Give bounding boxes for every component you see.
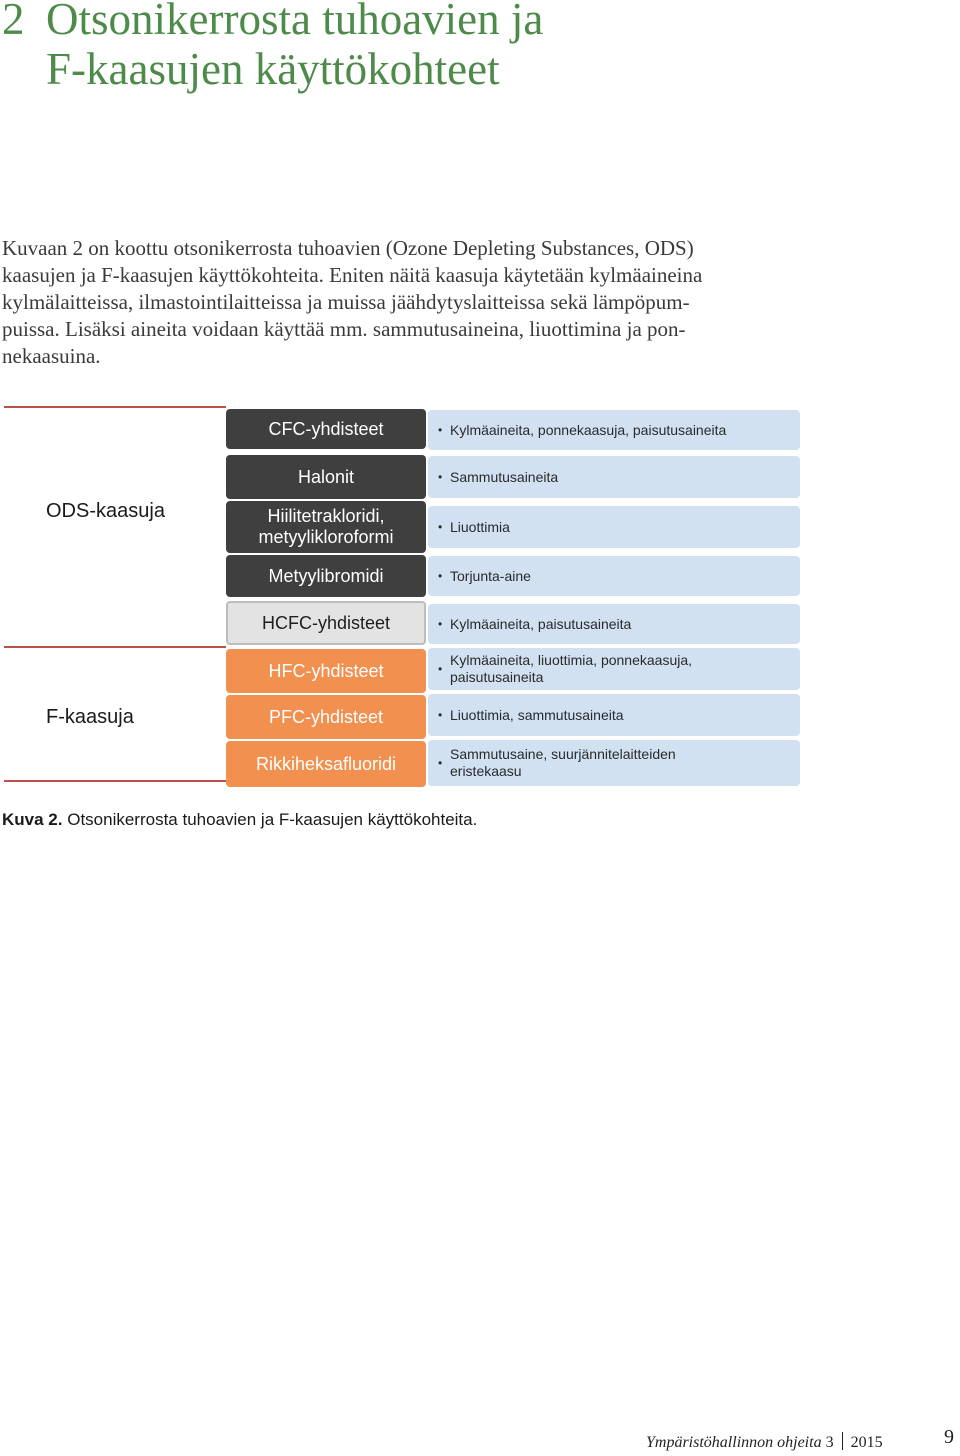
bullet-icon: • (438, 755, 443, 770)
bullet-icon: • (438, 519, 443, 534)
substance-box (226, 409, 426, 449)
f-group-label: F-kaasuja (46, 706, 134, 728)
substance-box (226, 601, 426, 645)
bullet-icon: • (438, 661, 443, 676)
substance-name: PFC-yhdisteet (268, 706, 384, 727)
substance-box (226, 695, 426, 739)
figure-caption-text: Otsonikerrosta tuhoavien ja F-kaasujen käyttökohteita. (67, 810, 478, 829)
bullet-icon: • (438, 469, 443, 484)
substance-box (226, 555, 426, 597)
footer-separator (842, 1432, 843, 1450)
chapter-title-line-1: Otsonikerrosta tuhoavien ja (46, 0, 544, 44)
page-footer (646, 1432, 883, 1452)
usage-box (428, 604, 800, 644)
usage-text: Liuottimia, sammutusaineita (450, 706, 624, 723)
footer-issue: 3 (825, 1434, 834, 1451)
figure-caption-label: Kuva 2. (2, 810, 63, 829)
usage-box (428, 648, 800, 690)
usage-box (428, 410, 800, 450)
substance-name: Hiilitetrakloridi, metyylikloroformi (258, 506, 394, 547)
substance-box (226, 501, 426, 553)
substance-box (226, 741, 426, 787)
substance-name: HFC-yhdisteet (268, 660, 384, 681)
usage-text: Kylmäaineita, ponnekaasuja, paisutusaineita (450, 421, 727, 438)
substance-name: Metyylibromidi (268, 565, 384, 586)
figure-caption (2, 810, 477, 830)
ods-group-top-line (4, 406, 226, 408)
substance-box (226, 649, 426, 693)
usage-text: Kylmäaineita, liuottimia, ponnekaasuja, paisutusaineita (450, 652, 693, 685)
chapter-heading (2, 0, 543, 94)
substance-name: CFC-yhdisteet (268, 418, 384, 439)
f-group-bottom-line (4, 780, 226, 782)
substance-name: Rikkiheksafluoridi (255, 753, 397, 774)
substance-box (226, 455, 426, 499)
chapter-title-line-2: F-kaasujen käyttökohteet (46, 44, 500, 94)
usage-box (428, 456, 800, 498)
usage-box (428, 740, 800, 786)
usage-box (428, 556, 800, 596)
usage-text: Liuottimia (450, 518, 510, 535)
intro-paragraph: Kuvaan 2 on koottu otsonikerrosta tuhoavien (Ozone Depleting Substances, ODS) kaasujen ja F-kaasujen käyttökohteita. Eniten näitä kaasuja käytetään kylmäaineina kylmälaitteissa, ilmastointilaitteissa ja muissa jäähdytyslaitteissa sekä lämpöpum- puissa. Lisäksi aineita voidaan käyttää mm. sammutusaineina, liuottimina ja pon- nekaasuina. (2, 236, 703, 368)
footer-publication: Ympäristöhallinnon ohjeita (646, 1434, 822, 1451)
bullet-icon: • (438, 616, 443, 631)
usage-box (428, 506, 800, 548)
usage-text: Sammutusaine, suurjännitelaitteiden eristekaasu (450, 746, 676, 779)
substance-name: HCFC-yhdisteet (261, 612, 391, 633)
bullet-icon: • (438, 568, 443, 583)
substance-name: Halonit (297, 466, 355, 487)
usage-box (428, 694, 800, 736)
usage-diagram (0, 400, 960, 800)
footer-year: 2015 (850, 1434, 883, 1451)
f-group-top-line (4, 646, 226, 648)
bullet-icon: • (438, 422, 443, 437)
usage-text: Sammutusaineita (450, 468, 559, 485)
chapter-heading-line-1 (2, 0, 543, 44)
usage-text: Torjunta-aine (450, 567, 531, 584)
usage-text: Kylmäaineita, paisutusaineita (450, 615, 632, 632)
bullet-icon: • (438, 707, 443, 722)
ods-group-label: ODS-kaasuja (46, 500, 165, 522)
chapter-number: 2 (2, 0, 25, 44)
page-number: 9 (944, 1426, 954, 1448)
